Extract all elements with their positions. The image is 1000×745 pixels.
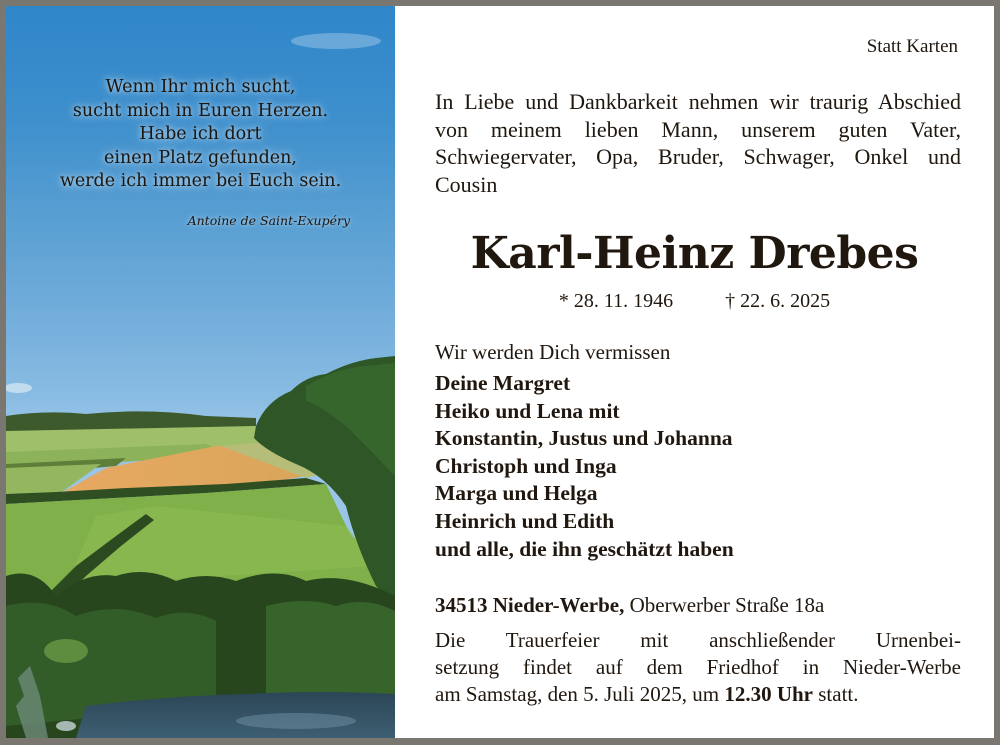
ceremony-time: 12.30 Uhr: [724, 682, 813, 706]
life-dates: [395, 290, 994, 313]
address-street: Oberwerber Straße 18a: [624, 593, 825, 617]
ceremony-line: Die Trauerfeier mit anschließender Urnenbei-: [435, 628, 961, 652]
mourner-entry: Heinrich und Edith: [435, 508, 615, 533]
quote-line: sucht mich in Euren Herzen.: [72, 100, 329, 121]
ceremony-line: setzung findet auf dem Friedhof in Nieder-Werbe: [435, 655, 961, 679]
address-place: 34513 Nieder-Werbe,: [435, 593, 625, 617]
mourner-entry: Heiko und Lena mit: [435, 398, 620, 423]
intro-paragraph: In Liebe und Dankbarkeit nehmen wir traurig Abschied von meinem lieben Mann, unserem guten Vater, Schwiegervater, Opa, Bruder, Schwager, Onkel und Cousin: [435, 89, 961, 197]
mourners-list: [435, 370, 734, 563]
mourner-entry: Konstantin, Justus und Johanna: [435, 426, 733, 451]
ceremony-date-text: am Samstag, den 5. Juli 2025, um: [435, 682, 725, 706]
obituary-notice: [6, 6, 994, 738]
family-address: [435, 593, 824, 618]
ceremony-line: [435, 681, 961, 708]
birth-date: * 28. 11. 1946: [558, 290, 674, 312]
memorial-quote: [6, 76, 395, 194]
deceased-name: Karl-Heinz Drebes: [470, 228, 919, 279]
notice-header: Statt Karten: [866, 36, 958, 57]
mourner-entry: Deine Margret: [435, 371, 571, 395]
ceremony-end-text: statt.: [813, 682, 859, 706]
notice-text-panel: [395, 6, 994, 738]
landscape-photo: [6, 6, 395, 738]
quote-line: Habe ich dort: [139, 124, 262, 144]
death-date: † 22. 6. 2025: [725, 290, 831, 312]
quote-line: Wenn Ihr mich sucht,: [105, 77, 296, 97]
quote-author: Antoine de Saint-Exupéry: [187, 213, 350, 228]
mourner-entry: Christoph und Inga: [435, 453, 617, 478]
ceremony-info: [435, 627, 961, 708]
quote-line: einen Platz gefunden,: [103, 147, 297, 168]
mourner-entry: und alle, die ihn geschätzt haben: [435, 536, 734, 561]
mourner-entry: Marga und Helga: [435, 481, 598, 506]
quote-line: werde ich immer bei Euch sein.: [59, 171, 342, 191]
farewell-line: Wir werden Dich vermissen: [435, 340, 671, 364]
